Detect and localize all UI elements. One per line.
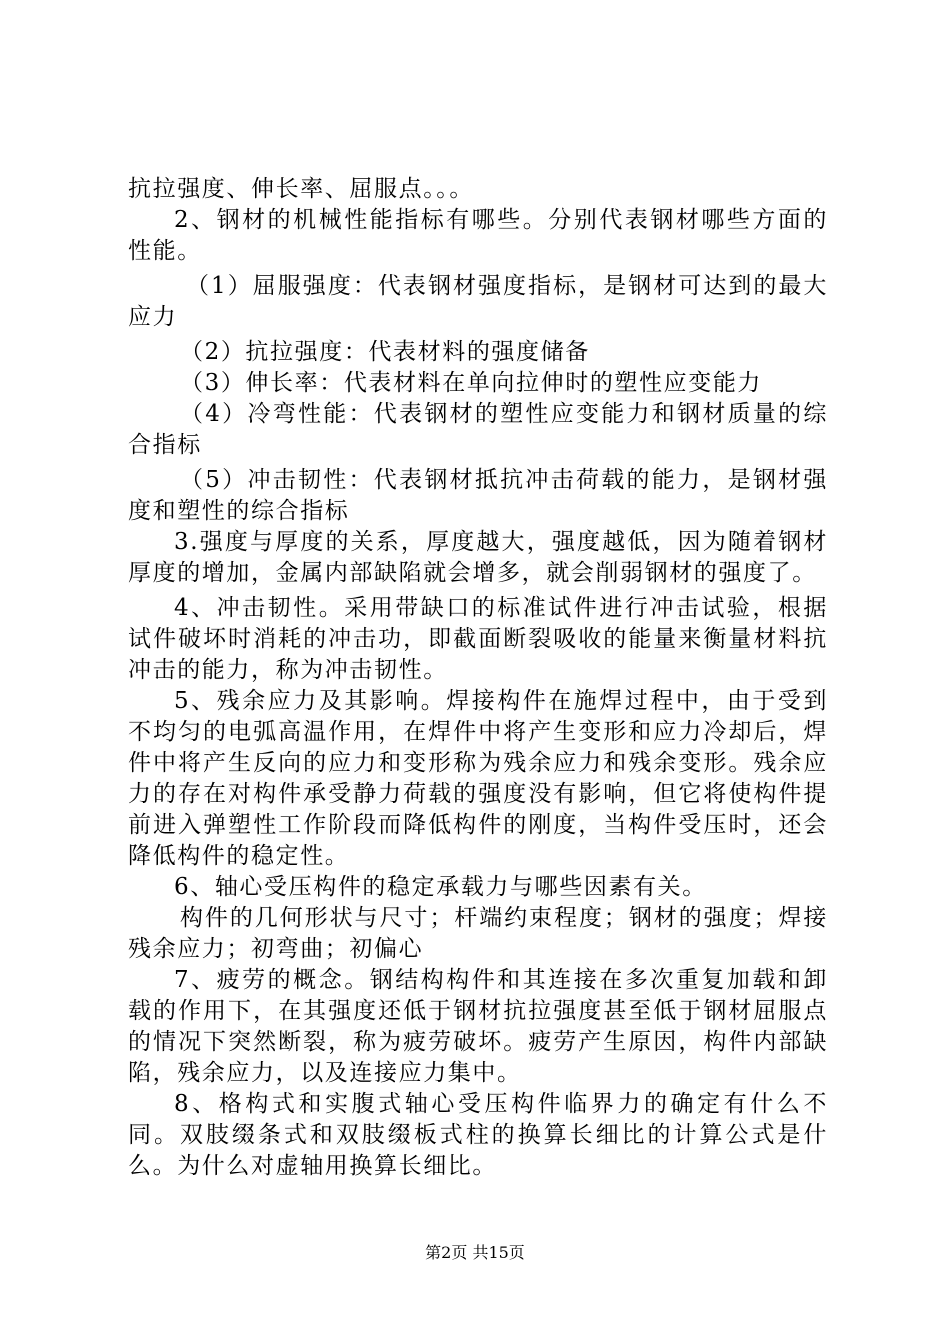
body-text bbox=[128, 174, 828, 1182]
paragraph-question-2: 2、钢材的机械性能指标有哪些。分别代表钢材哪些方面的性能。 bbox=[128, 207, 828, 264]
paragraph-item-4: （4）冷弯性能：代表钢材的塑性应变能力和钢材质量的综合指标 bbox=[128, 401, 828, 458]
paragraph-item-2: （2）抗拉强度：代表材料的强度储备 bbox=[180, 339, 590, 365]
paragraph-question-5: 5、残余应力及其影响。焊接构件在施焊过程中，由于受到不均匀的电弧高温作用，在焊件中将产生变形和应力冷却后，焊件中将产生反向的应力和变形称为残余应力和残余变形。残余应力的存在对构件承受静力荷载的强度没有影响，但它将使构件提前进入弹塑性工作阶段而降低构件的刚度，当构件受压时，还会降低构件的稳定性。 bbox=[128, 688, 828, 869]
paragraph-item-5: （5）冲击韧性：代表钢材抵抗冲击荷载的能力，是钢材强度和塑性的综合指标 bbox=[128, 467, 828, 524]
paragraph-question-8: 8、格构式和实腹式轴心受压构件临界力的确定有什么不同。双肢缀条式和双肢缀板式柱的换算长细比的计算公式是什么。为什么对虚轴用换算长细比。 bbox=[128, 1091, 828, 1179]
paragraph-continuation: 抗拉强度、伸长率、屈服点。。。 bbox=[128, 176, 474, 202]
page-footer: 第2页 共15页 bbox=[425, 1243, 525, 1262]
paragraph-item-3: （3）伸长率：代表材料在单向拉伸时的塑性应变能力 bbox=[180, 370, 763, 396]
paragraph-question-4: 4、冲击韧性。采用带缺口的标准试件进行冲击试验，根据试件破坏时消耗的冲击功，即截面断裂吸收的能量来衡量材料抗冲击的能力，称为冲击韧性。 bbox=[128, 595, 828, 683]
paragraph-question-7: 7、疲劳的概念。钢结构构件和其连接在多次重复加载和卸载的作用下，在其强度还低于钢材抗拉强度甚至低于钢材屈服点的情况下突然断裂，称为疲劳破坏。疲劳产生原因，构件内部缺陷，残余应力，以及连接应力集中。 bbox=[128, 967, 828, 1086]
paragraph-question-6: 6、轴心受压构件的稳定承载力与哪些因素有关。 bbox=[174, 874, 707, 900]
paragraph-answer-6: 构件的几何形状与尺寸；杆端约束程度；钢材的强度；焊接残余应力；初弯曲；初偏心 bbox=[128, 905, 828, 962]
paragraph-item-1: （1）屈服强度：代表钢材强度指标，是钢材可达到的最大应力 bbox=[128, 273, 828, 330]
paragraph-question-3: 3.强度与厚度的关系，厚度越大，强度越低，因为随着钢材厚度的增加，金属内部缺陷就会增多，就会削弱钢材的强度了。 bbox=[128, 529, 828, 586]
